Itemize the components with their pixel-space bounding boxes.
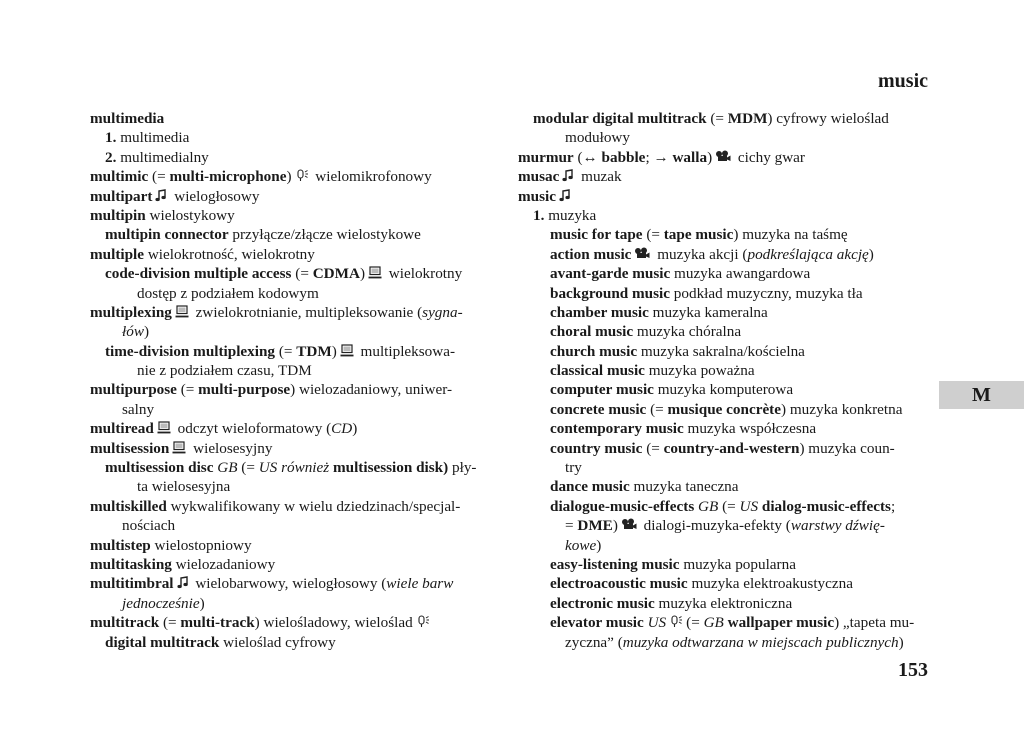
headword: multisession disc: [105, 459, 214, 477]
right-entry-line: [518, 439, 930, 458]
right-entry-line: [518, 303, 930, 322]
left-entry-line: [90, 361, 502, 380]
left-entry-line: [90, 439, 502, 458]
left-entry-line: [90, 148, 502, 167]
right-entry-line: [518, 477, 930, 496]
headword: action music: [550, 245, 632, 263]
definition-text: muzyka komputerowa: [653, 381, 794, 399]
definition-text: ): [898, 633, 904, 651]
definition-text: ) muzyka konkretna: [780, 400, 903, 418]
right-entry-line: [518, 284, 930, 303]
microphone-icon: [416, 615, 430, 628]
definition-text: ) cyfrowy wieloślad: [767, 110, 889, 127]
left-entry-line: [90, 477, 502, 496]
right-entry-line: [518, 613, 930, 632]
definition-text: wieloślad cyfrowy: [219, 633, 336, 651]
headword: 2.: [105, 148, 117, 166]
headword: digital multitrack: [105, 633, 220, 651]
left-entry-line: [90, 458, 502, 477]
headword: avant-garde music: [550, 265, 671, 283]
definition-text: ta wielosesyjna: [137, 478, 231, 496]
headword: multimedia: [90, 110, 165, 127]
definition-text: ) „tapeta mu-: [834, 614, 915, 632]
headword: code-division multiple access: [105, 265, 292, 283]
right-entry-line: [518, 536, 930, 555]
left-entry-line: [90, 419, 502, 438]
left-entry-line: [90, 109, 502, 128]
left-entry-line: [90, 613, 502, 632]
definition-text: (=: [642, 226, 664, 244]
definition-text: ): [707, 148, 713, 166]
headword: DME: [577, 517, 613, 535]
definition-text: wielokrotny: [385, 265, 463, 283]
computer-icon: [175, 305, 189, 318]
headword: multiread: [90, 420, 154, 438]
italic-note: kowe: [565, 536, 597, 554]
definition-text: muzyka chóralna: [633, 323, 742, 341]
right-entry-line: [518, 245, 930, 264]
definition-text: ): [331, 342, 337, 360]
music-note-icon: [559, 189, 571, 202]
right-entry-line: [518, 187, 930, 206]
left-entry-line: [90, 400, 502, 419]
left-column: [90, 109, 502, 652]
definition-text: dialogi-muzyka-efekty (: [639, 517, 791, 535]
definition-text: multimedialny: [116, 148, 209, 166]
computer-icon: [157, 421, 171, 434]
definition-text: muzyka elektroniczna: [654, 594, 793, 612]
italic-note: US: [647, 614, 667, 632]
definition-text: podkład muzyczny, muzyka tła: [670, 284, 863, 302]
headword: multiple: [90, 245, 145, 263]
right-entry-line: [518, 128, 930, 147]
definition-text: try: [565, 459, 582, 477]
headword: multi-track: [180, 614, 255, 632]
page-number: 153: [898, 659, 928, 681]
left-entry-line: [90, 284, 502, 303]
headword: chamber music: [550, 303, 649, 321]
left-entry-line: [90, 225, 502, 244]
headword: elevator music: [550, 614, 644, 632]
headword: musique concrète: [667, 400, 781, 418]
italic-note: wiele barw: [386, 575, 454, 593]
left-entry-line: [90, 322, 502, 341]
headword: MDM: [727, 110, 768, 127]
headword: multitasking: [90, 555, 172, 573]
italic-note: GB: [217, 459, 238, 477]
italic-note: warstwy dźwię-: [790, 517, 885, 535]
headword: multisession: [90, 439, 170, 457]
definition-text: (=: [159, 614, 181, 632]
left-entry-line: [90, 264, 502, 283]
left-entry-line: [90, 574, 502, 593]
left-entry-line: [90, 342, 502, 361]
italic-note: US: [739, 497, 759, 515]
running-head: music: [878, 70, 928, 92]
film-reel-icon: [621, 518, 637, 531]
right-entry-line: [518, 342, 930, 361]
definition-text: multimedia: [116, 129, 190, 147]
definition-text: muzyka awangardowa: [670, 265, 811, 283]
headword: dance music: [550, 478, 630, 496]
microphone-icon: [669, 615, 683, 628]
left-entry-line: [90, 555, 502, 574]
headword: dialog-music-effects: [761, 497, 891, 515]
right-entry-line: [518, 419, 930, 438]
definition-text: ): [199, 594, 205, 612]
left-entry-line: [90, 497, 502, 516]
headword: multimic: [90, 168, 149, 186]
music-note-icon: [177, 576, 189, 589]
left-entry-line: [90, 128, 502, 147]
headword: contemporary music: [550, 420, 684, 438]
definition-text: wielobarwowy, wielogłosowy (: [191, 575, 387, 593]
definition-text: multipleksowa-: [356, 342, 456, 360]
headword: music: [518, 187, 556, 205]
italic-note: łów: [122, 323, 144, 341]
definition-text: (=: [176, 381, 199, 399]
headword: wallpaper music: [727, 614, 835, 632]
film-reel-icon: [715, 150, 731, 163]
definition-text: (=: [148, 168, 170, 186]
definition-text: dostęp z podziałem kodowym: [137, 284, 319, 302]
definition-text: (=: [646, 400, 668, 418]
right-entry-line: [518, 148, 930, 167]
definition-text: muzyka akcji (: [653, 245, 748, 263]
right-entry-line: [518, 458, 930, 477]
definition-text: ): [596, 536, 602, 554]
headword: tape music: [663, 226, 734, 244]
right-entry-line: [518, 400, 930, 419]
definition-text: ): [352, 420, 358, 438]
headword: easy-listening music: [550, 555, 680, 573]
right-entry-line: [518, 516, 930, 535]
definition-text: muzak: [577, 168, 622, 186]
right-entry-line: [518, 380, 930, 399]
headword: country music: [550, 439, 643, 457]
definition-text: ;: [890, 497, 896, 515]
computer-icon: [172, 441, 186, 454]
headword: concrete music: [550, 400, 647, 418]
definition-text: salny: [122, 400, 155, 418]
right-entry-line: [518, 574, 930, 593]
headword: modular digital multitrack: [533, 110, 707, 127]
definition-text: (=: [275, 342, 297, 360]
definition-text: odczyt wieloformatowy (: [173, 420, 332, 438]
definition-text: =: [565, 517, 578, 535]
definition-text: ) muzyka na taśmę: [733, 226, 848, 244]
music-note-icon: [562, 169, 574, 182]
computer-icon: [340, 344, 354, 357]
definition-text: ) wielozadaniowy, uniwer-: [290, 381, 453, 399]
definition-text: (=: [718, 497, 740, 515]
definition-text: ): [143, 323, 150, 341]
italic-note: US również: [258, 459, 330, 477]
headword: multipart: [90, 187, 153, 205]
italic-note: podkreślająca akcję: [747, 245, 869, 263]
definition-text: zyczna” (: [565, 633, 623, 651]
definition-text: cichy gwar: [734, 148, 805, 166]
definition-text: (↔: [573, 148, 602, 166]
right-entry-line: [518, 206, 930, 225]
definition-text: ; →: [645, 148, 673, 166]
left-entry-line: [90, 167, 502, 186]
headword: electroacoustic music: [550, 575, 688, 593]
definition-text: wielostopniowy: [150, 536, 252, 554]
definition-text: nie z podziałem czasu, TDM: [137, 362, 312, 380]
right-entry-line: [518, 594, 930, 613]
headword: multi-purpose: [198, 381, 291, 399]
headword: music for tape: [550, 226, 643, 244]
computer-icon: [368, 266, 382, 279]
definition-text: (=: [706, 110, 728, 127]
headword: 1.: [105, 129, 117, 147]
thumb-index-tab: M: [939, 381, 1024, 409]
headword: walla: [672, 148, 708, 166]
definition-text: muzyka współczesna: [683, 420, 817, 438]
headword: musac: [518, 168, 560, 186]
definition-text: wielosesyjny: [189, 439, 273, 457]
headword: multipin: [90, 206, 146, 224]
film-reel-icon: [634, 247, 650, 260]
headword: dialogue-music-effects: [550, 497, 695, 515]
definition-text: muzyka popularna: [679, 555, 796, 573]
definition-text: muzyka elektroakustyczna: [687, 575, 853, 593]
definition-text: muzyka: [544, 206, 597, 224]
right-entry-line: [518, 497, 930, 516]
headword: multipin connector: [105, 226, 229, 244]
headword: multipurpose: [90, 381, 177, 399]
definition-text: pły-: [448, 459, 477, 477]
definition-text: (=: [291, 265, 313, 283]
italic-note: muzyka odtwarzana w miejscach publicznych: [622, 633, 899, 651]
definition-text: muzyka kameralna: [648, 303, 768, 321]
right-entry-line: [518, 264, 930, 283]
headword: CDMA: [312, 265, 360, 283]
headword: classical music: [550, 362, 645, 380]
headword: 1.: [533, 206, 545, 224]
left-entry-line: [90, 187, 502, 206]
definition-text: wielozadaniowy: [171, 555, 276, 573]
definition-text: muzyka sakralna/kościelna: [637, 342, 805, 360]
headword: murmur: [518, 148, 574, 166]
right-entry-line: [518, 633, 930, 652]
definition-text: ): [286, 168, 292, 186]
headword: multitimbral: [90, 575, 174, 593]
definition-text: modułowy: [565, 129, 630, 147]
headword: country-and-western: [663, 439, 800, 457]
left-entry-line: [90, 206, 502, 225]
headword: multistep: [90, 536, 151, 554]
italic-note: GB: [703, 614, 724, 632]
headword: babble: [601, 148, 646, 166]
left-entry-line: [90, 516, 502, 535]
microphone-icon: [295, 169, 309, 182]
headword: time-division multiplexing: [105, 342, 276, 360]
definition-text: nościach: [122, 517, 176, 535]
definition-text: zwielokrotnianie, multipleksowanie (: [191, 303, 423, 321]
right-entry-line: [518, 225, 930, 244]
headword: multisession disk): [332, 459, 449, 477]
definition-text: ): [868, 245, 874, 263]
definition-text: wykwalifikowany w wielu dziedzinach/specjal-: [166, 497, 461, 515]
definition-text: wielostykowy: [145, 206, 235, 224]
definition-text: ): [359, 265, 365, 283]
headword: multiplexing: [90, 303, 172, 321]
headword: electronic music: [550, 594, 655, 612]
italic-note: jednocześnie: [122, 594, 200, 612]
left-entry-line: [90, 536, 502, 555]
definition-text: przyłącze/złącze wielostykowe: [228, 226, 421, 244]
definition-text: ) wielośladowy, wieloślad: [254, 614, 413, 632]
headword: choral music: [550, 323, 634, 341]
definition-text: wielokrotność, wielokrotny: [144, 245, 315, 263]
headword: computer music: [550, 381, 654, 399]
right-entry-line: [518, 167, 930, 186]
headword: TDM: [296, 342, 332, 360]
definition-text: (=: [642, 439, 664, 457]
right-entry-line: [518, 361, 930, 380]
left-entry-line: [90, 633, 502, 652]
definition-text: (=: [686, 614, 704, 632]
right-entry-line: [518, 555, 930, 574]
right-entry-line: [518, 322, 930, 341]
left-entry-line: [90, 380, 502, 399]
definition-text: wielogłosowy: [170, 187, 260, 205]
left-entry-line: [90, 303, 502, 322]
italic-note: sygna-: [422, 303, 463, 321]
italic-note: GB: [698, 497, 719, 515]
definition-text: wielomikrofonowy: [311, 168, 432, 186]
left-entry-line: [90, 594, 502, 613]
left-entry-line: [90, 245, 502, 264]
definition-text: muzyka taneczna: [629, 478, 739, 496]
headword: multi-microphone: [169, 168, 287, 186]
right-entry-line: [518, 109, 930, 128]
definition-text: muzyka poważna: [644, 362, 755, 380]
music-note-icon: [155, 189, 167, 202]
headword: church music: [550, 342, 638, 360]
definition-text: ): [612, 517, 618, 535]
definition-text: ) muzyka coun-: [799, 439, 895, 457]
headword: background music: [550, 284, 670, 302]
right-column: [518, 109, 930, 652]
headword: multitrack: [90, 614, 160, 632]
headword: multiskilled: [90, 497, 167, 515]
definition-text: (=: [237, 459, 259, 477]
italic-note: CD: [331, 420, 353, 438]
